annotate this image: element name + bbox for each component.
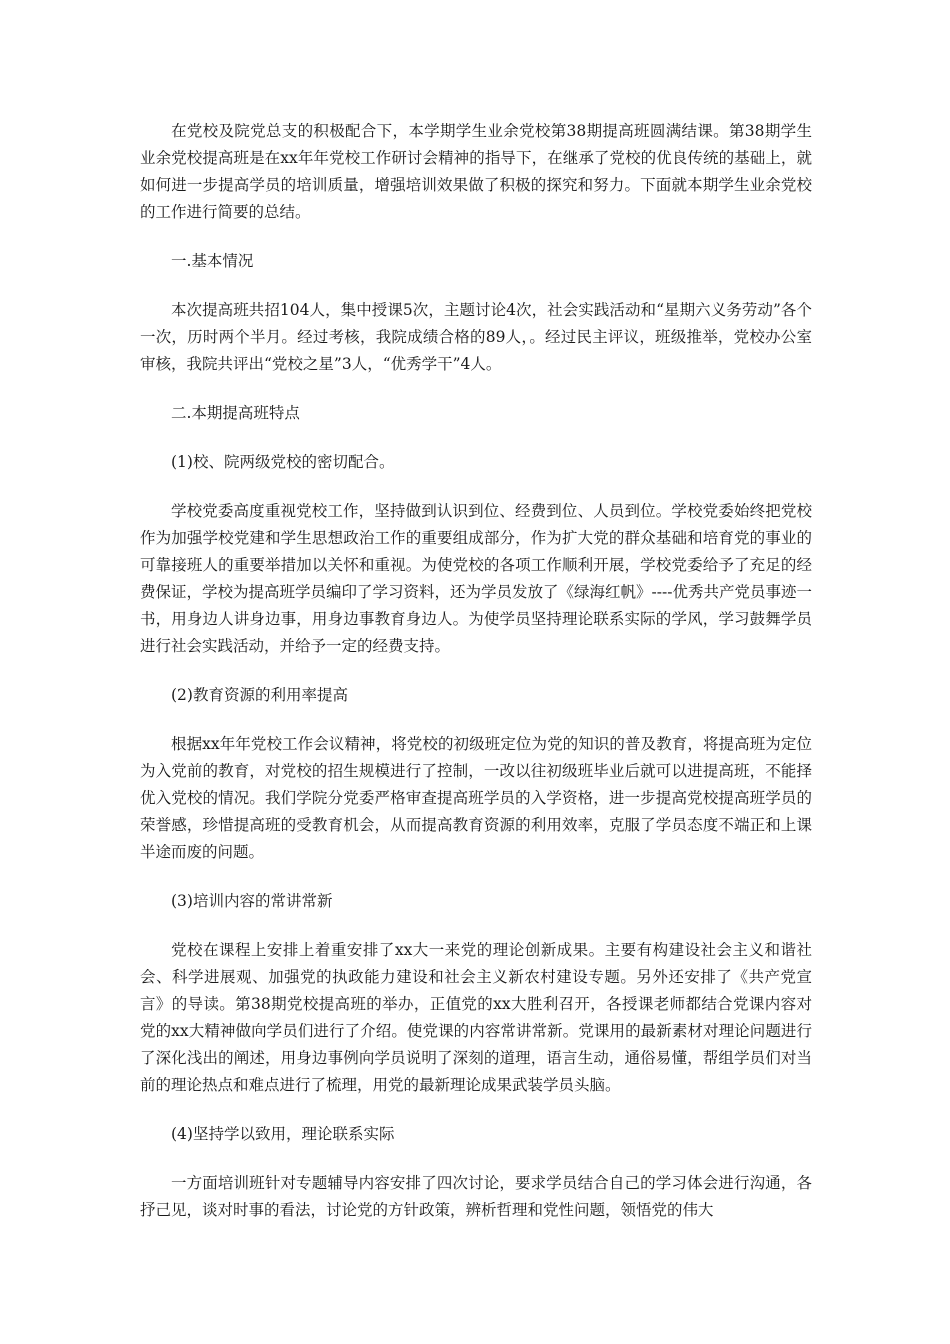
basic-situation-paragraph: 本次提高班共招104人，集中授课5次，主题讨论4次，社会实践活动和“星期六义务劳动”各个一次，历时两个半月。经过考核，我院成绩合格的89人，。经过民主评议，班级推举，党校办公室审核，我院共评出“党校之星”3人，“优秀学干”4人。 xyxy=(140,301,812,373)
cooperation-paragraph: 学校党委高度重视党校工作，坚持做到认识到位、经费到位、人员到位。学校党委始终把党校作为加强学校党建和学生思想政治工作的重要组成部分，作为扩大党的群众基础和培育党的事业的可靠接班人的重要举措加以关怀和重视。为使党校的各项工作顺利开展，学校党委给予了充足的经费保证，学校为提高班学员编印了学习资料，还为学员发放了《绿海红帆》----优秀共产党员事迹一书，用身边人讲身边事，用身边事教育身边人。为使学员坚持理论联系实际的学风，学习鼓舞学员进行社会实践活动，并给予一定的经费支持。 xyxy=(140,502,812,655)
intro-paragraph: 在党校及院党总支的积极配合下，本学期学生业余党校第38期提高班圆满结课。第38期学生业余党校提高班是在xx年年党校工作研讨会精神的指导下，在继承了党校的优良传统的基础上，就如何进一步提高学员的培训质量，增强培训效果做了积极的探究和努力。下面就本期学生业余党校的工作进行简要的总结。 xyxy=(140,122,812,221)
section-heading-basic-situation: 一.基本情况 xyxy=(171,252,254,270)
document-body xyxy=(140,118,812,1224)
section-heading-features: 二.本期提高班特点 xyxy=(171,404,300,422)
subheading-training-content: (3)培训内容的常讲常新 xyxy=(171,892,333,910)
subheading-theory-practice: (4)坚持学以致用，理论联系实际 xyxy=(171,1125,395,1143)
resource-utilization-paragraph: 根据xx年年党校工作会议精神，将党校的初级班定位为党的知识的普及教育，将提高班为定位为入党前的教育，对党校的招生规模进行了控制，一改以往初级班毕业后就可以进提高班，不能择优入党校的情况。我们学院分党委严格审查提高班学员的入学资格，进一步提高党校提高班学员的荣誉感，珍惜提高班的受教育机会，从而提高教育资源的利用效率，克服了学员态度不端正和上课半途而废的问题。 xyxy=(140,735,812,861)
theory-practice-paragraph: 一方面培训班针对专题辅导内容安排了四次讨论，要求学员结合自己的学习体会进行沟通，各抒己见，谈对时事的看法，讨论党的方针政策，辨析哲理和党性问题，领悟党的伟大 xyxy=(140,1174,812,1219)
training-content-paragraph: 党校在课程上安排上着重安排了xx大一来党的理论创新成果。主要有构建设社会主义和谐社会、科学进展观、加强党的执政能力建设和社会主义新农村建设专题。另外还安排了《共产党宣言》的导读。第38期党校提高班的举办，正值党的xx大胜利召开，各授课老师都结合党课内容对党的xx大精神做向学员们进行了介绍。使党课的内容常讲常新。党课用的最新素材对理论问题进行了深化浅出的阐述，用身边事例向学员说明了深刻的道理，语言生动，通俗易懂，帮组学员们对当前的理论热点和难点进行了梳理，用党的最新理论成果武装学员头脑。 xyxy=(140,941,812,1094)
subheading-resource-utilization: (2)教育资源的利用率提高 xyxy=(171,686,348,704)
subheading-cooperation: (1)校、院两级党校的密切配合。 xyxy=(171,453,395,471)
